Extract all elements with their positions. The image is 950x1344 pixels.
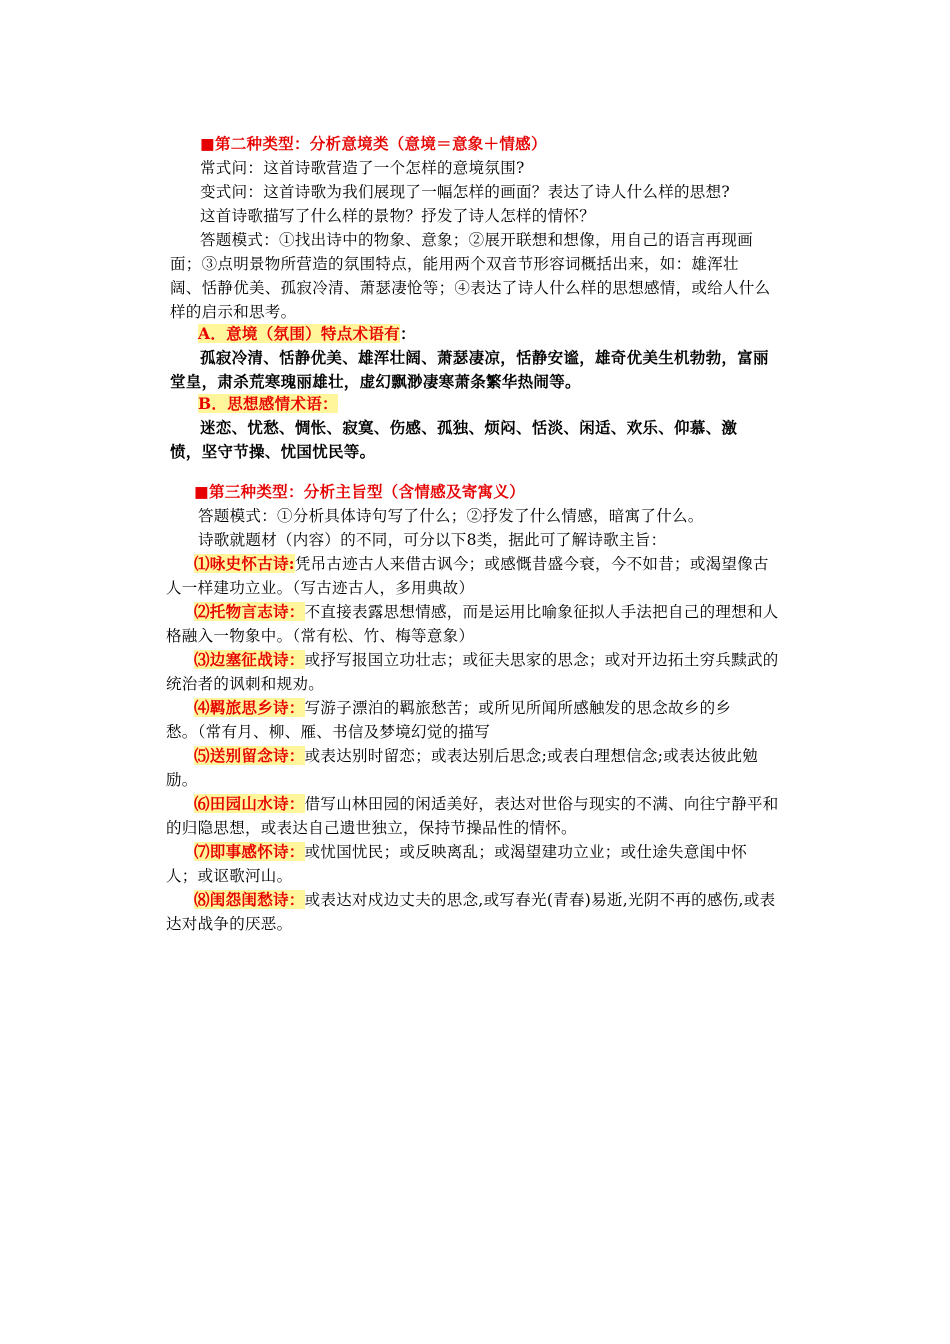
poem-type-item — [194, 889, 775, 911]
section3-line: 诗歌就题材（内容）的不同，可分以下8类，据此可了解诗歌主旨： — [198, 531, 667, 549]
term-b-line: 迷恋、忧愁、惆怅、寂寞、伤感、孤独、烦闷、恬淡、闲适、欢乐、仰慕、激 — [200, 418, 738, 437]
section3-title: ■第三种类型：分析主旨型（含情感及寄寓义） — [194, 482, 525, 501]
poem-type-item — [194, 841, 747, 863]
poem-type-text-cont: 格融入一物象中。（常有松、竹、梅等意象） — [166, 627, 475, 645]
term-a-heading — [198, 323, 416, 345]
poem-type-text-cont: 人一样建功立业。（写古迹古人，多用典故） — [166, 579, 475, 597]
poem-type-text: 或忧国忧民；或反映离乱；或渴望建功立业；或仕途失意闺中怀 — [304, 843, 748, 861]
poem-type-text-cont: 达对战争的厌恶。 — [166, 915, 293, 933]
poem-type-text: 写游子漂泊的羁旅愁苦；或所见所闻所感触发的思念故乡的乡 — [304, 699, 732, 717]
poem-type-text: 凭吊古迹古人来借古讽今；或感慨昔盛今衰，今不如昔；或渴望像古 — [294, 555, 769, 573]
section2-title: ■第二种类型：分析意境类（意境＝意象＋情感） — [200, 134, 547, 153]
section2-line: 常式问：这首诗歌营造了一个怎样的意境氛围? — [200, 159, 525, 177]
poem-type-text-cont: 统治者的讽刺和规劝。 — [166, 675, 325, 693]
section2-line: 样的启示和思考。 — [170, 303, 297, 321]
poem-type-label: ⑸送别留念诗： — [194, 746, 305, 765]
poem-type-label: ⑹田园山水诗： — [194, 794, 305, 813]
term-a-colon: ： — [399, 324, 416, 343]
section2-line: 答题模式：①找出诗中的物象、意象；②展开联想和想像，用自己的语言再现画 — [200, 231, 754, 249]
term-a-line: 孤寂冷清、恬静优美、雄浑壮阔、萧瑟凄凉，恬静安谧，雄奇优美生机勃勃，富丽 — [200, 348, 769, 367]
poem-type-text: 借写山林田园的闲适美好，表达对世俗与现实的不满、向往宁静平和 — [304, 795, 779, 813]
poem-type-item — [194, 745, 758, 767]
term-b-line: 愤，坚守节操、忧国忧民等。 — [170, 442, 376, 461]
poem-type-text-cont: 人；或讴歌河山。 — [166, 867, 293, 885]
section2-line: 面；③点明景物所营造的氛围特点，能用两个双音节形容词概括出来，如：雄浑壮 — [170, 255, 739, 273]
term-b-label: B．思想感情术语： — [198, 394, 338, 413]
poem-type-label: ⑻闺怨闺愁诗： — [194, 890, 305, 909]
poem-type-label: ⑺即事感怀诗： — [194, 842, 305, 861]
poem-type-item — [194, 793, 779, 815]
section2-line: 这首诗歌描写了什么样的景物？抒发了诗人怎样的情怀？ — [200, 207, 596, 225]
poem-type-item — [194, 649, 779, 671]
poem-type-item — [194, 553, 769, 575]
poem-type-text-cont: 愁。（常有月、柳、雁、书信及梦境幻觉的描写 — [166, 723, 491, 741]
poem-type-text: 或抒写报国立功壮志；或征夫思家的思念；或对开边拓土穷兵黩武的 — [304, 651, 779, 669]
poem-type-text-cont: 的归隐思想，或表达自己遗世独立，保持节操品性的情怀。 — [166, 819, 577, 837]
term-a-line: 堂皇，肃杀荒寒瑰丽雄壮，虚幻飘渺凄寒萧条繁华热闹等。 — [170, 372, 581, 391]
poem-type-item — [194, 697, 731, 719]
poem-type-label: ⑵托物言志诗： — [194, 602, 305, 621]
term-b-heading — [198, 393, 338, 415]
poem-type-text-cont: 励。 — [166, 771, 198, 789]
section2-line: 变式问：这首诗歌为我们展现了一幅怎样的画面？表达了诗人什么样的思想? — [200, 183, 731, 201]
section2-line: 阔、恬静优美、孤寂冷清、萧瑟凄怆等；④表达了诗人什么样的思想感情，或给人什么 — [170, 279, 771, 297]
section3-line: 答题模式：①分析具体诗句写了什么；②抒发了什么情感，暗寓了什么。 — [198, 507, 704, 525]
poem-type-label: ⑴咏史怀古诗: — [194, 554, 295, 573]
poem-type-text: 不直接表露思想情感，而是运用比喻象征拟人手法把自己的理想和人 — [304, 603, 779, 621]
poem-type-item — [194, 601, 779, 623]
poem-type-text: 或表达对戍边丈夫的思念,或写春光(青春)易逝,光阴不再的感伤,或表 — [304, 891, 776, 909]
poem-type-label: ⑶边塞征战诗： — [194, 650, 305, 669]
poem-type-label: ⑷羁旅思乡诗： — [194, 698, 305, 717]
term-a-label: A．意境（氛围）特点术语有 — [198, 324, 400, 343]
poem-type-text: 或表达别时留恋；或表达别后思念;或表白理想信念;或表达彼此勉 — [304, 747, 759, 765]
